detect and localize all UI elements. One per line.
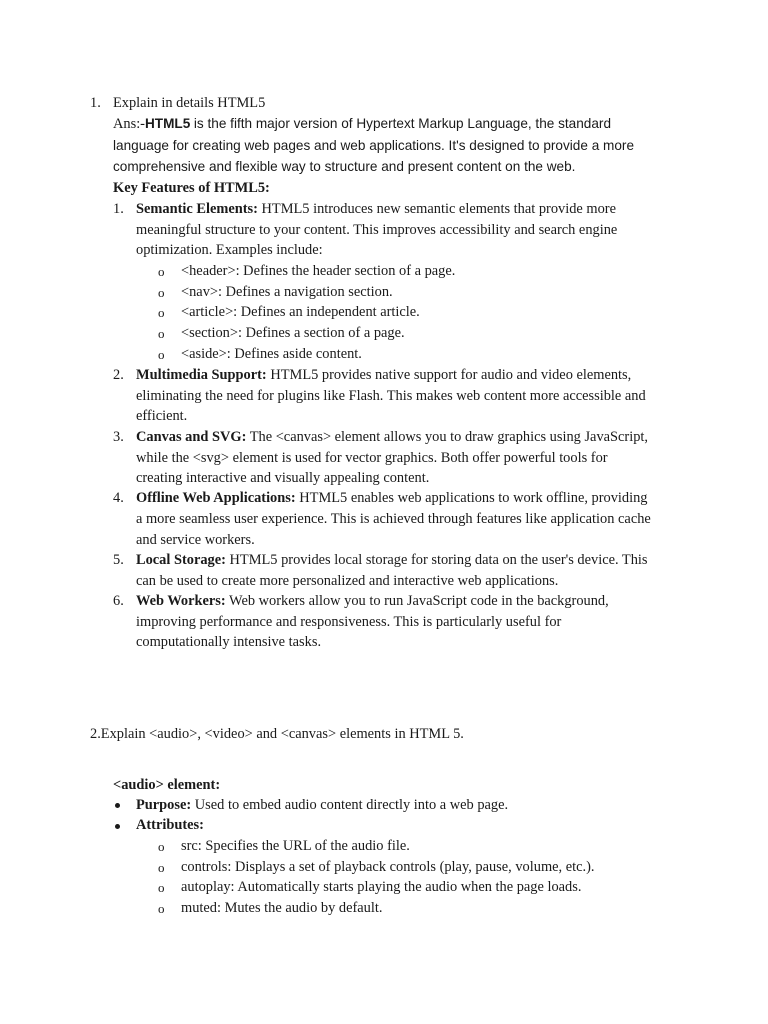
ans-prefix: Ans:- bbox=[113, 116, 145, 132]
feature-5-line-2: can be used to create more personalized and interactive web applications. bbox=[136, 573, 559, 589]
feature-1-line-2: meaningful structure to your content. This improves accessibility and search engine bbox=[136, 222, 618, 238]
q1-question: Explain in details HTML5 bbox=[113, 95, 266, 111]
key-features-heading: Key Features of HTML5: bbox=[113, 180, 270, 196]
attribute-autoplay: autoplay: Automatically starts playing the audio when the page loads. bbox=[181, 879, 582, 895]
feature-3-text-1: The <canvas> element allows you to draw graphics using JavaScript, bbox=[249, 429, 648, 445]
q2-question: 2.Explain <audio>, <video> and <canvas> elements in HTML 5. bbox=[90, 726, 464, 742]
feature-6-text-1: Web workers allow you to run JavaScript code in the background, bbox=[229, 593, 609, 609]
sub-bullet-marker: o bbox=[158, 305, 165, 320]
feature-4-line-2: a more seamless user experience. This is achieved through features like application cache bbox=[136, 511, 651, 527]
feature-3-number: 3. bbox=[113, 429, 124, 445]
sub-bullet-marker: o bbox=[158, 285, 165, 300]
q1-answer-line-1 bbox=[113, 117, 611, 131]
feature-1-subitem-4: <section>: Defines a section of a page. bbox=[181, 325, 405, 341]
feature-5-text-1: HTML5 provides local storage for storing data on the user's device. This bbox=[229, 552, 648, 568]
q1-answer-line-2: language for creating web pages and web applications. It's designed to provide a more bbox=[113, 138, 635, 153]
feature-2-line-2: eliminating the need for plugins like Flash. This makes web content more accessible and bbox=[136, 388, 646, 404]
feature-2-number: 2. bbox=[113, 367, 124, 383]
feature-4-line-3: and service workers. bbox=[136, 532, 255, 548]
feature-3-line-2: while the <svg> element is used for vector graphics. Both offer powerful tools for bbox=[136, 450, 608, 466]
feature-5-line-1 bbox=[136, 553, 648, 567]
attributes-label: Attributes: bbox=[136, 817, 204, 833]
feature-1-line-3: optimization. Examples include: bbox=[136, 242, 323, 258]
sub-bullet-marker: o bbox=[158, 901, 165, 916]
feature-1-line-1 bbox=[136, 202, 616, 216]
purpose-label: Purpose: bbox=[136, 797, 192, 813]
feature-5-number: 5. bbox=[113, 552, 124, 568]
sub-bullet-marker: o bbox=[158, 347, 165, 362]
sub-bullet-marker: o bbox=[158, 839, 165, 854]
audio-heading: <audio> element: bbox=[113, 777, 221, 793]
feature-1-number: 1. bbox=[113, 201, 124, 217]
feature-2-title: Multimedia Support: bbox=[136, 367, 267, 383]
ans-bold-term: HTML5 bbox=[144, 116, 191, 131]
sub-bullet-marker: o bbox=[158, 264, 165, 279]
feature-6-number: 6. bbox=[113, 593, 124, 609]
feature-4-line-1 bbox=[136, 491, 648, 505]
feature-3-line-3: creating interactive and visually appealing content. bbox=[136, 470, 430, 486]
feature-5-title: Local Storage: bbox=[136, 552, 226, 568]
feature-4-number: 4. bbox=[113, 490, 124, 506]
purpose-line bbox=[136, 798, 508, 812]
feature-1-subitem-2: <nav>: Defines a navigation section. bbox=[181, 284, 393, 300]
feature-6-title: Web Workers: bbox=[136, 593, 226, 609]
feature-2-line-1 bbox=[136, 368, 631, 382]
bullet-dot bbox=[115, 803, 120, 808]
feature-6-line-2: improving performance and responsiveness. This is particularly useful for bbox=[136, 614, 562, 630]
feature-1-subitem-1: <header>: Defines the header section of a page. bbox=[181, 263, 456, 279]
feature-2-text-1: HTML5 provides native support for audio and video elements, bbox=[270, 367, 632, 383]
feature-6-line-1 bbox=[136, 594, 609, 608]
feature-2-line-3: efficient. bbox=[136, 408, 188, 424]
feature-1-subitem-5: <aside>: Defines aside content. bbox=[181, 346, 362, 362]
feature-3-line-1 bbox=[136, 430, 648, 444]
attribute-src: src: Specifies the URL of the audio file. bbox=[181, 838, 410, 854]
feature-1-title: Semantic Elements: bbox=[136, 201, 258, 217]
sub-bullet-marker: o bbox=[158, 326, 165, 341]
feature-3-title: Canvas and SVG: bbox=[136, 429, 247, 445]
attribute-muted: muted: Mutes the audio by default. bbox=[181, 900, 383, 916]
ans-line1-rest: is the fifth major version of Hypertext Markup Language, the standard bbox=[193, 116, 612, 131]
feature-1-subitem-3: <article>: Defines an independent article. bbox=[181, 304, 420, 320]
bullet-dot bbox=[115, 824, 120, 829]
feature-4-title: Offline Web Applications: bbox=[136, 490, 296, 506]
purpose-text: Used to embed audio content directly into a web page. bbox=[194, 797, 509, 813]
feature-1-text-1: HTML5 introduces new semantic elements that provide more bbox=[261, 201, 616, 217]
q1-answer-line-3: comprehensive and flexible way to structure and present content on the web. bbox=[113, 159, 576, 174]
q1-number: 1. bbox=[90, 95, 101, 111]
sub-bullet-marker: o bbox=[158, 880, 165, 895]
feature-6-line-3: computationally intensive tasks. bbox=[136, 634, 322, 650]
attribute-controls: controls: Displays a set of playback controls (play, pause, volume, etc.). bbox=[181, 859, 595, 875]
feature-4-text-1: HTML5 enables web applications to work offline, providing bbox=[299, 490, 648, 506]
sub-bullet-marker: o bbox=[158, 860, 165, 875]
